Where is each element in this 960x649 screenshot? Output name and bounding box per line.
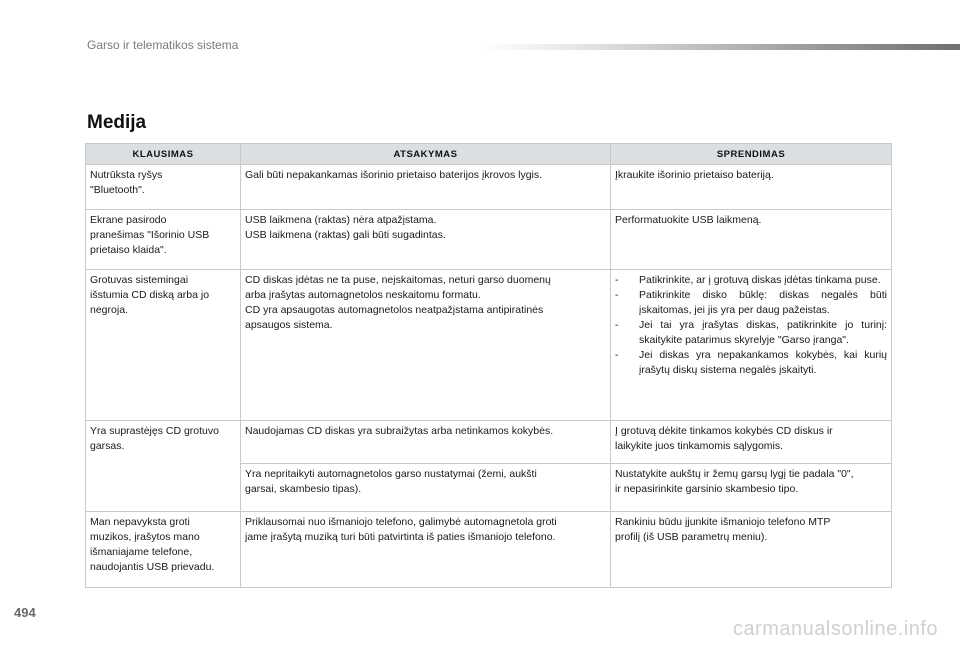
solution-cell [611,464,892,512]
cell-line: pranešimas "Išorinio USB [90,229,210,241]
watermark: carmanualsonline.info [732,618,938,640]
cell-line: jame įrašytą muziką turi būti patvirtinta iš paties išmaniojo telefono. [245,531,556,543]
table-row [86,165,892,210]
table-row [86,210,892,270]
cell-line: Gali būti nepakankamas išorinio prietaiso baterijos įkrovos lygis. [245,169,543,181]
cell-line: Performatuokite USB laikmeną. [615,214,762,226]
list-item: - Jei diskas yra nepakankamos kokybės, kai kurių įrašytų diskų sistema negalės įskaityti. [615,348,887,378]
answer-cell [241,464,611,512]
running-header: Garso ir telematikos sistema [87,38,239,52]
answer-cell [241,165,611,210]
cell-line: USB laikmena (raktas) nėra atpažįstama. [245,214,437,226]
cell-line: "Bluetooth". [90,184,145,196]
question-cell [86,270,241,421]
answer-cell [241,512,611,588]
cell-line: laikykite juos tinkamomis sąlygomis. [615,440,784,452]
solution-cell [611,270,892,421]
cell-line: negroja. [90,304,128,316]
list-item: - Patikrinkite disko būklę: diskas negalės būti įskaitomas, jei jis yra per daug pažeistas. [615,288,887,318]
cell-line: naudojantis USB prievadu. [90,561,215,573]
cell-line: Grotuvas sistemingai [90,274,189,286]
answer-cell [241,421,611,464]
cell-line: Rankiniu būdu įjunkite išmaniojo telefono MTP [615,516,831,528]
cell-line: apsaugos sistema. [245,319,333,331]
list-item: - Patikrinkite, ar į grotuvą diskas įdėtas tinkama puse. [615,273,887,288]
cell-line: Yra nepritaikyti automagnetolos garso nustatymai (žemi, aukšti [245,468,537,480]
table-row [86,421,892,464]
cell-line: Man nepavyksta groti [90,516,190,528]
list-item: - Jei tai yra įrašytas diskas, patikrinkite jo turinį: skaitykite patarimus skyrelyje "Garso įranga". [615,318,887,348]
cell-line: profilį (iš USB parametrų meniu). [615,531,768,543]
cell-line: Priklausomai nuo išmaniojo telefono, galimybė automagnetola groti [245,516,557,528]
solution-cell [611,421,892,464]
question-cell [86,165,241,210]
table-header-row [86,144,892,165]
cell-line: garsai, skambesio tipas). [245,483,362,495]
cell-line: Nustatykite aukštų ir žemų garsų lygį tie padala "0", [615,468,854,480]
solution-list [615,273,887,378]
cell-line: garsas. [90,440,125,452]
cell-line: muzikos, įrašytos mano [90,531,200,543]
solution-cell [611,210,892,270]
header-answer: ATSAKYMAS [241,144,611,165]
cell-line: Į grotuvą dėkite tinkamos kokybės CD diskus ir [615,425,833,437]
cell-line: Naudojamas CD diskas yra subraižytas arba netinkamos kokybės. [245,425,554,437]
cell-line: Yra suprastėjęs CD grotuvo [90,425,219,437]
header-question: KLAUSIMAS [86,144,241,165]
cell-line: Nutrūksta ryšys [90,169,163,181]
cell-line: Įkraukite išorinio prietaiso bateriją. [615,169,774,181]
cell-line: ir nepasirinkite garsinio skambesio tipo. [615,483,799,495]
table-row [86,270,892,421]
question-cell [86,421,241,512]
cell-line: Ekrane pasirodo [90,214,167,226]
solution-cell [611,165,892,210]
table-row [86,512,892,588]
question-cell [86,512,241,588]
question-cell [86,210,241,270]
answer-cell [241,270,611,421]
cell-line: CD diskas įdėtas ne ta puse, neįskaitomas, neturi garso duomenų [245,274,551,286]
answer-cell [241,210,611,270]
page-number: 494 [14,605,36,620]
section-title: Medija [87,112,147,133]
cell-line: išmaniajame telefone, [90,546,193,558]
cell-line: USB laikmena (raktas) gali būti sugadintas. [245,229,446,241]
cell-line: prietaiso klaida". [90,244,167,256]
header-solution: SPRENDIMAS [611,144,892,165]
faq-table [85,143,892,588]
header-gradient-bar [480,44,960,50]
solution-cell [611,512,892,588]
cell-line: arba įrašytas automagnetolos neskaitomu formatu. [245,289,481,301]
cell-line: CD yra apsaugotas automagnetolos neatpažįstama antipiratinės [245,304,544,316]
cell-line: išstumia CD diską arba jo [90,289,210,301]
